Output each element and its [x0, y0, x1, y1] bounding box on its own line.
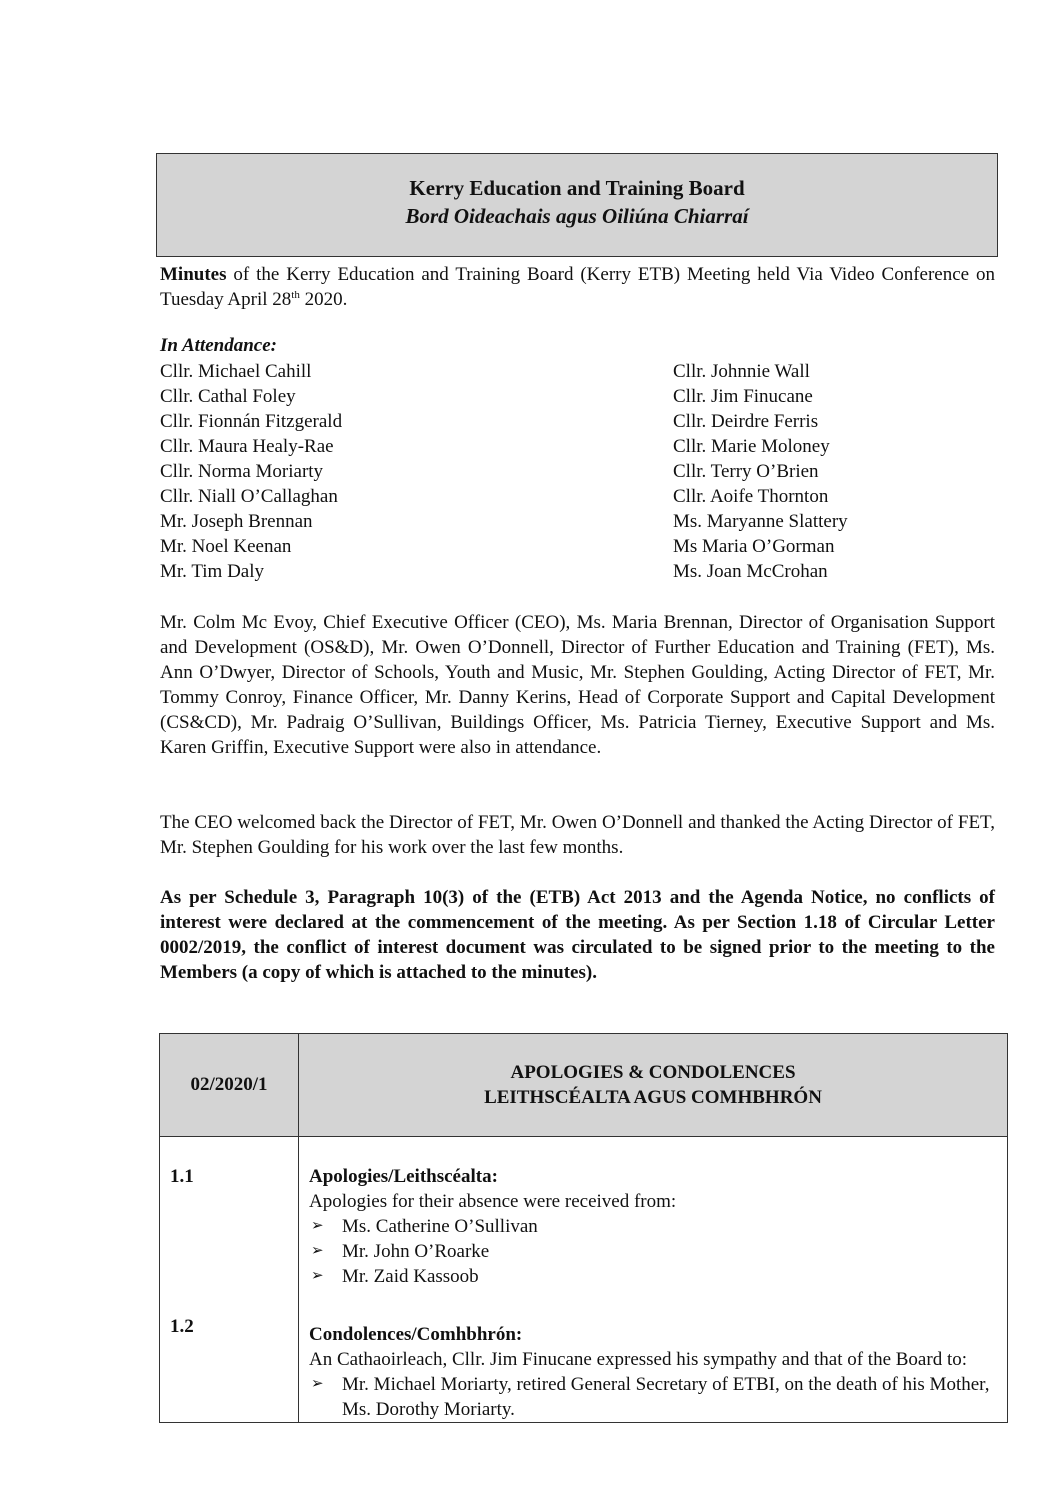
attendee: Mr. Joseph Brennan [160, 511, 313, 532]
org-name: Kerry Education and Training Board [409, 176, 745, 200]
attendee: Ms. Maryanne Slattery [673, 511, 848, 532]
section-number-1-2: 1.2 [170, 1316, 194, 1337]
agenda-item-title [299, 1034, 1008, 1137]
attendee: Cllr. Deirdre Ferris [673, 411, 819, 432]
agenda-item-header-row [160, 1034, 1008, 1137]
attendee: Cllr. Fionnán Fitzgerald [160, 411, 343, 432]
section-number-1-1: 1.1 [170, 1166, 194, 1187]
attendee: Ms. Joan McCrohan [673, 561, 828, 582]
attendee: Mr. Noel Keenan [160, 536, 292, 557]
section-content-column [299, 1137, 1008, 1423]
agenda-item-body-row [160, 1137, 1008, 1423]
attendee: Cllr. Jim Finucane [673, 386, 813, 407]
attendee: Cllr. Aoife Thornton [673, 486, 829, 507]
attendee: Ms Maria O’Gorman [673, 536, 835, 557]
org-name-irish: Bord Oideachais agus Oiliúna Chiarraí [405, 204, 749, 228]
attendee: Cllr. Maura Healy-Rae [160, 436, 334, 457]
arrowhead-bullet-icon: ➢ [311, 1218, 324, 1234]
agenda-item-title-en: APOLOGIES & CONDOLENCES [510, 1062, 796, 1083]
list-item: ➢ Mr. Michael Moriarty, retired General Secretary of ETBI, on the death of his Mother, Ms. Dorothy Moriarty. [311, 1374, 990, 1420]
section-title-apologies: Apologies/Leithscéalta: [309, 1166, 498, 1187]
intro-bold-word: Minutes [160, 264, 227, 285]
attendee: Cllr. Niall O’Callaghan [160, 486, 338, 507]
arrowhead-bullet-icon: ➢ [311, 1376, 324, 1392]
arrowhead-bullet-icon: ➢ [311, 1268, 324, 1284]
arrowhead-bullet-icon: ➢ [311, 1243, 324, 1259]
conflict-of-interest-paragraph: As per Schedule 3, Paragraph 10(3) of the (ETB) Act 2013 and the Agenda Notice, no conflicts of interest were declared at the commencement of the meeting. As per Section 1.18 of Circular Letter 0002/2019, the conflict of interest document was circulated to be signed prior to the meeting to the Members (a copy of which is attached to the minutes). [160, 887, 995, 983]
attendance-left-column [160, 359, 342, 584]
attendee: Cllr. Terry O’Brien [673, 461, 819, 482]
list-item: ➢ Ms. Catherine O’Sullivan [311, 1216, 538, 1237]
agenda-item-title-ga: LEITHSCÉALTA AGUS COMHBHRÓN [484, 1087, 822, 1108]
list-item: ➢ Mr. Zaid Kassoob [311, 1266, 479, 1287]
document-header [156, 153, 998, 257]
condolences-intro: An Cathaoirleach, Cllr. Jim Finucane expressed his sympathy and that of the Board to: [309, 1349, 968, 1370]
section-number-column [160, 1137, 299, 1423]
attendee: Cllr. Marie Moloney [673, 436, 830, 457]
attendance-heading: In Attendance: [160, 335, 277, 356]
intro-paragraph [160, 262, 995, 312]
attendance-right-column [673, 359, 848, 584]
welcome-paragraph: The CEO welcomed back the Director of FET, Mr. Owen O’Donnell and thanked the Acting Director of FET, Mr. Stephen Goulding for his work over the last few months. [160, 812, 995, 858]
attendee: Cllr. Johnnie Wall [673, 361, 810, 382]
list-item: ➢ Mr. John O’Roarke [311, 1241, 490, 1262]
intro-sup: th [291, 289, 300, 301]
apologies-intro: Apologies for their absence were received from: [309, 1191, 677, 1212]
attendee: Mr. Tim Daly [160, 561, 265, 582]
intro-text-end: 2020. [299, 289, 348, 310]
agenda-item-table [159, 1033, 1008, 1423]
staff-paragraph: Mr. Colm Mc Evoy, Chief Executive Officer (CEO), Ms. Maria Brennan, Director of Organisation Support and Development (OS&D), Mr. Owen O’Donnell, Director of Further Education and Training (FET), Ms. Ann O’Dwyer, Director of Schools, Youth and Music, Mr. Stephen Goulding, Acting Director of FET, Mr. Tommy Conroy, Finance Officer, Mr. Danny Kerins, Head of Corporate Support and Capital Development (CS&CD), Mr. Padraig O’Sullivan, Buildings Officer, Ms. Patricia Tierney, Executive Support and Ms. Karen Griffin, Executive Support were also in attendance. [160, 612, 995, 758]
section-title-condolences: Condolences/Comhbhrón: [309, 1324, 523, 1345]
intro-text: of the Kerry Education and Training Board (Kerry ETB) Meeting held Via Video Conference on Tuesday April 28 [160, 264, 995, 310]
attendee: Cllr. Norma Moriarty [160, 461, 324, 482]
attendee: Cllr. Michael Cahill [160, 361, 312, 382]
agenda-item-ref: 02/2020/1 [160, 1034, 299, 1137]
attendee: Cllr. Cathal Foley [160, 386, 296, 407]
